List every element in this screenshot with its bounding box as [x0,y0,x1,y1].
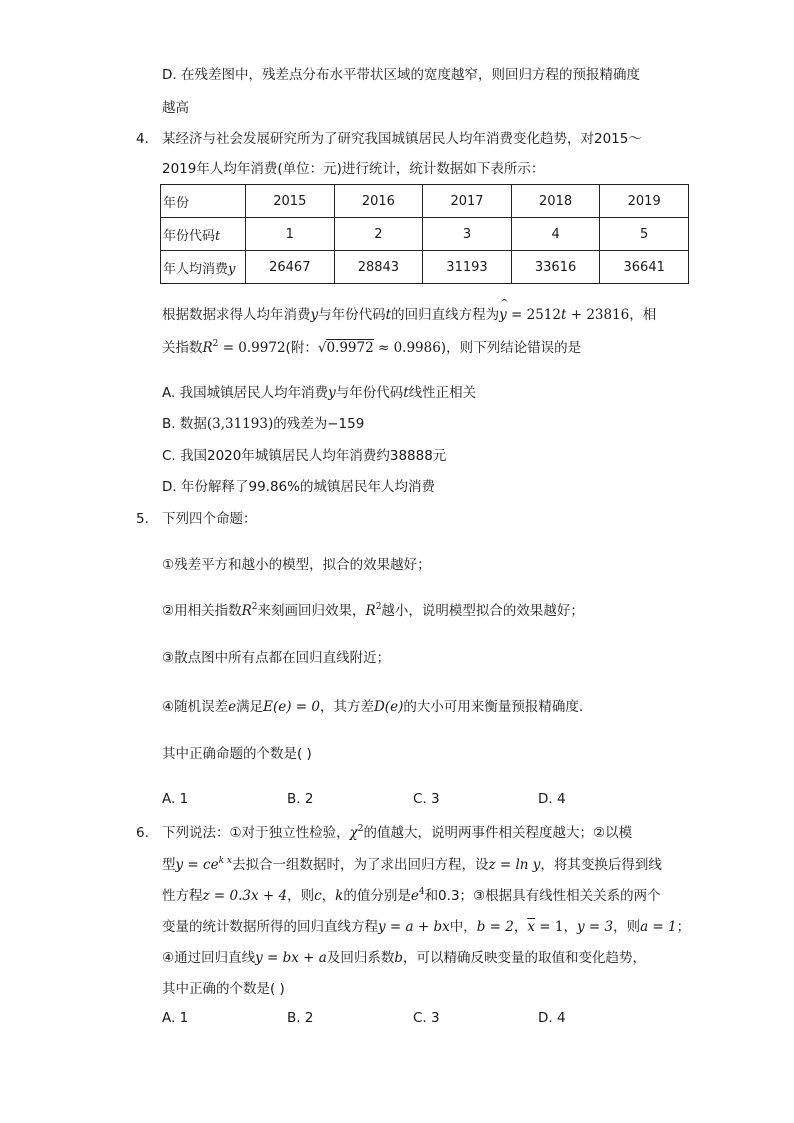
table-cell: 2019 [600,185,689,218]
q6-line3: 性方程z = 0.3x + 4，则c，k的值分别是$e^4$和0.3；③根据具有线性相关关系的两个 [162,887,661,904]
q5-option-a: A. 1 [162,791,189,807]
q4-data-table [160,184,689,284]
q6-line5: ④通过回归直线y = bx + a及回归系数b，可以精确反映变量的取值和变化趋势， [162,950,646,966]
q4-option-a: A. 我国城镇居民人均年消费y与年份代码t线性正相关 [162,385,477,401]
q5-option-c: C. 3 [413,791,440,807]
q3-option-d-line2: 越高 [162,100,189,116]
table-row-label: 年人均消费y [161,251,246,284]
q5-number: 5. [136,511,149,527]
q3-option-d-line1: D. 在残差图中，残差点分布水平带状区域的宽度越窄，则回归方程的预报精确度 [162,67,640,83]
q5-option-b: B. 2 [287,791,314,807]
q6-line1: 下列说法：①对于独立性检验，$\chi^2$的值越大，说明两事件相关程度越大；②以模 [162,824,633,841]
q4-option-b: B. 数据(3,31193)的残差为−159 [162,416,365,432]
table-cell: 2016 [334,185,423,218]
table-cell: 28843 [334,251,423,284]
table-cell: 31193 [423,251,512,284]
q4-stem-line1: 某经济与社会发展研究所为了研究我国城镇居民人均年消费变化趋势，对2015～ [162,131,642,147]
q6-option-b: B. 2 [287,1010,314,1026]
q5-proposition-3: ③散点图中所有点都在回归直线附近； [162,650,391,666]
table-row-label: 年份代码t [161,218,246,251]
q6-option-d: D. 4 [538,1010,566,1026]
table-cell: 3 [423,218,512,251]
table-cell: 4 [511,218,600,251]
table-cell: 2 [334,218,423,251]
q6-option-c: C. 3 [413,1010,440,1026]
q5-option-d: D. 4 [538,791,566,807]
table-row [161,185,689,218]
q5-proposition-1: ①残差平方和越小的模型，拟合的效果越好； [162,557,431,573]
table-cell: 5 [600,218,689,251]
table-cell: 26467 [246,251,335,284]
q4-correlation-line: 关指数$R^2 = 0.9972$(附：√0.9972 ≈ 0.9986)，则下列结论错误的是 [162,339,582,356]
table-cell: 1 [246,218,335,251]
q6-option-a: A. 1 [162,1010,189,1026]
q4-stem-line2: 2019年人均年消费(单位：元)进行统计，统计数据如下表所示： [162,161,545,177]
q4-number: 4. [136,131,149,147]
q6-line2: 型$y = ce^{k x}$去拟合一组数据时，为了求出回归方程，设z = ln y，将其变换后得到线 [162,856,662,873]
table-cell: 2015 [246,185,335,218]
q5-stem: 下列四个命题： [162,511,257,527]
q5-proposition-4: ④随机误差e满足E(e) = 0，其方差D(e)的大小可用来衡量预报精确度. [162,699,584,715]
q4-regression-line: 根据数据求得人均年消费y与年份代码t的回归直线方程为^ y = 2512t + 23816，相 [162,305,656,325]
q5-question: 其中正确命题的个数是( ) [162,746,312,762]
q4-option-c: C. 我国2020年城镇居民人均年消费约38888元 [162,448,447,464]
table-cell: 33616 [511,251,600,284]
q6-number: 6. [136,825,149,841]
table-cell: 2018 [511,185,600,218]
table-row [161,218,689,251]
q4-option-d: D. 年份解释了99.86%的城镇居民年人均消费 [162,479,435,495]
table-row-label: 年份 [161,185,246,218]
q5-proposition-2: ②用相关指数$R^2$来刻画回归效果，$R^2$越小，说明模型拟合的效果越好； [162,602,584,619]
q6-line4: 变量的统计数据所得的回归直线方程y = a + bx中，b = 2，$\overline{x} = 1$，y = 3，则a = 1； [162,919,691,935]
q6-question: 其中正确的个数是( ) [162,981,285,997]
table-row [161,251,689,284]
table-cell: 2017 [423,185,512,218]
table-cell: 36641 [600,251,689,284]
